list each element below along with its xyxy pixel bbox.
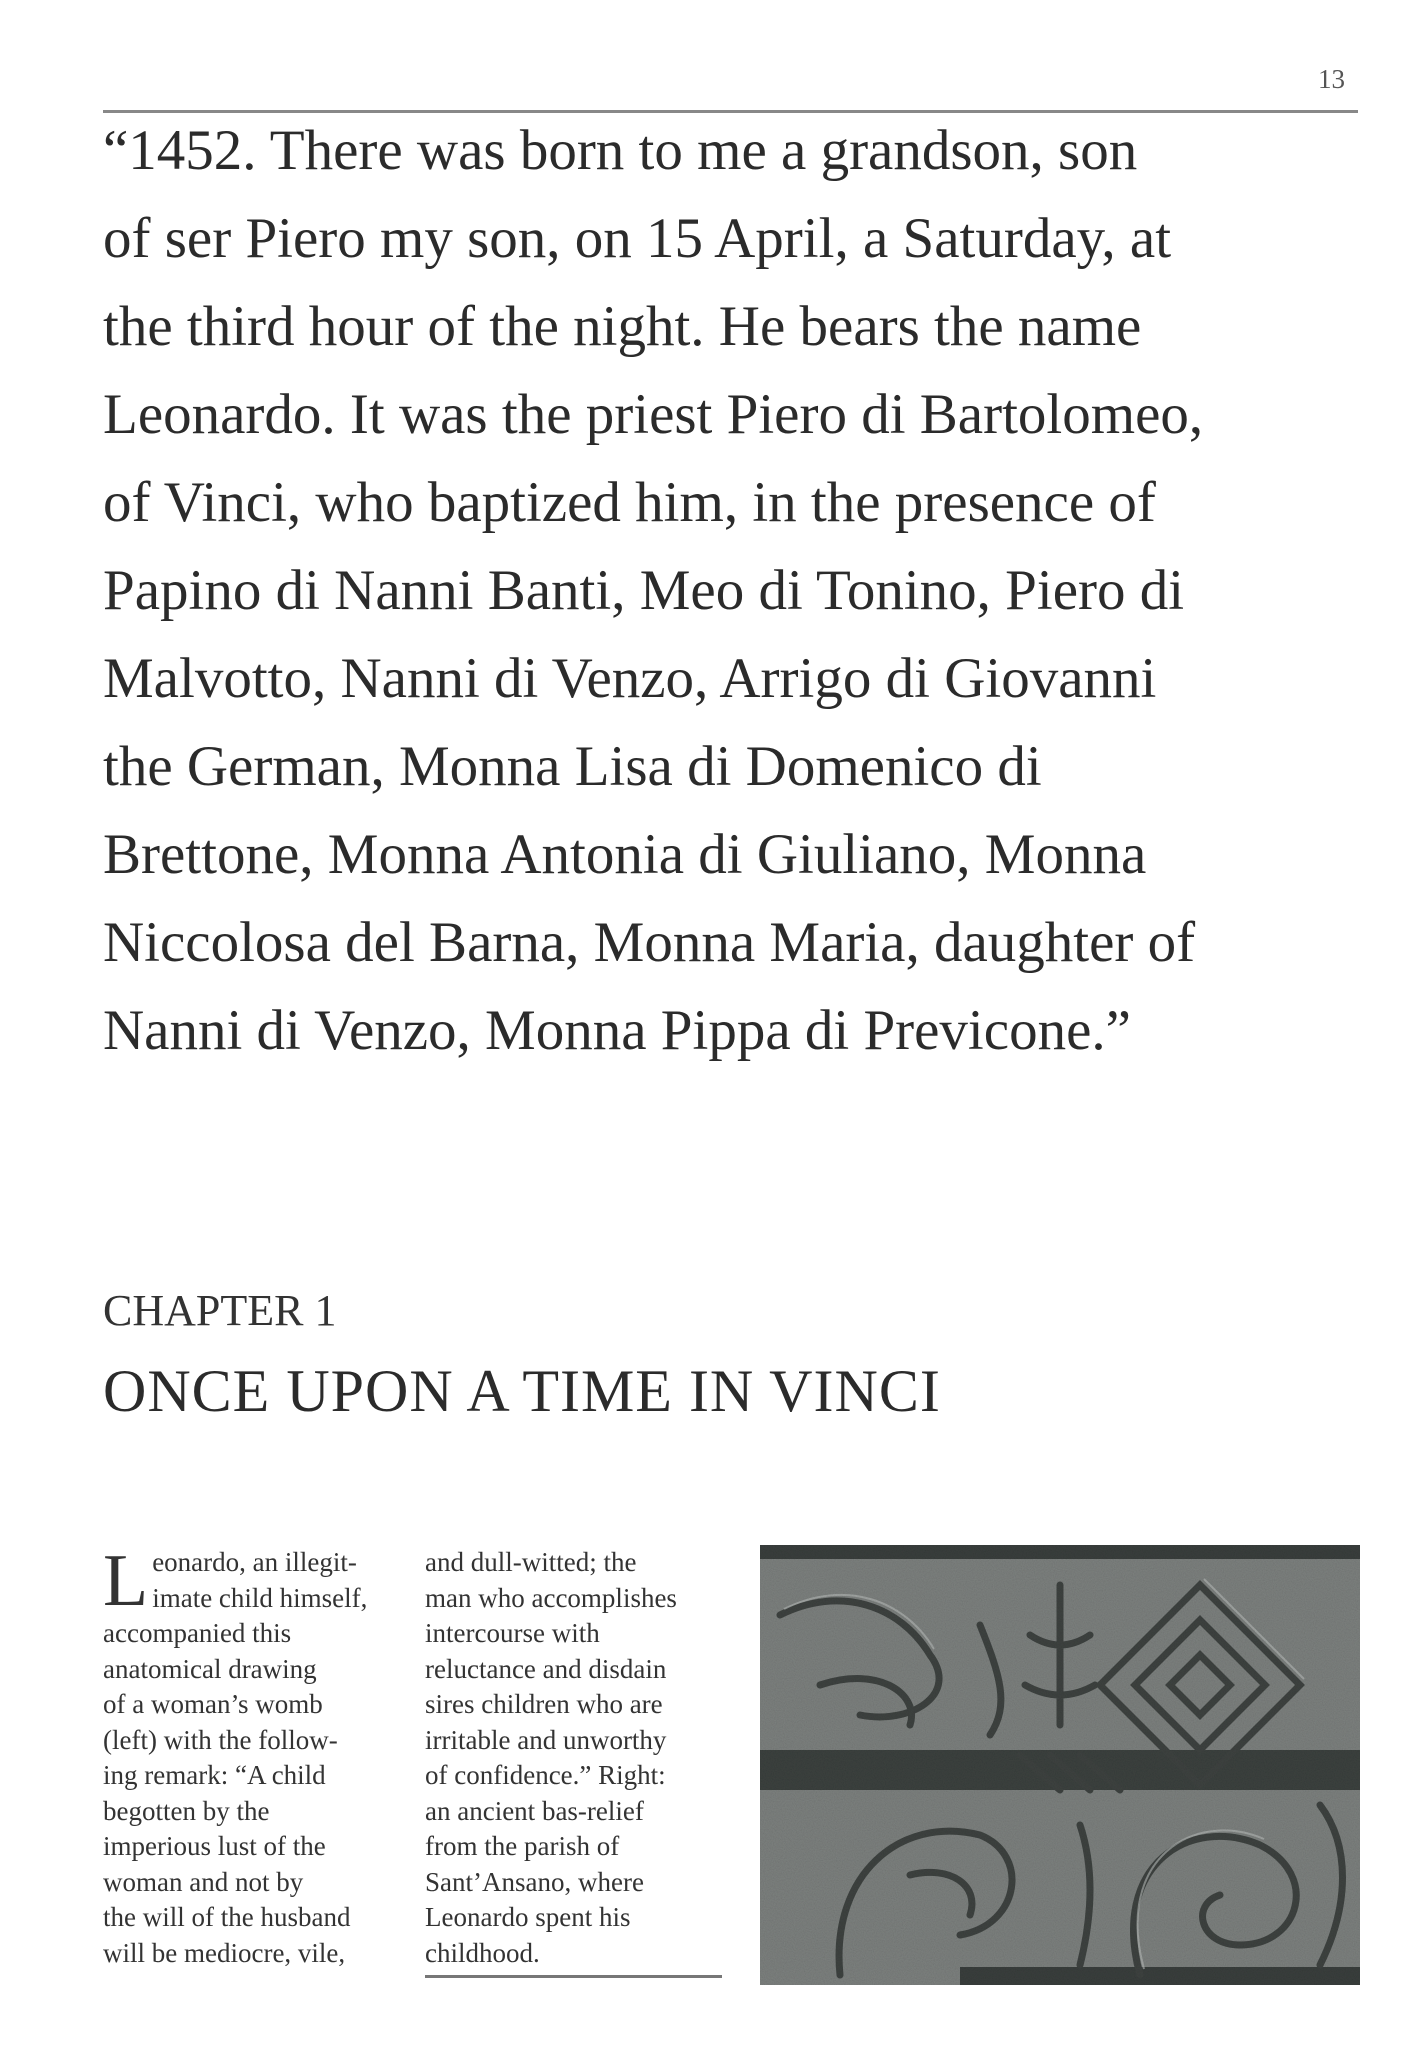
caption-line: Sant’Ansano, where (425, 1866, 644, 1897)
quote-line: Leonardo. It was the priest Piero di Bartolomeo, (103, 383, 1204, 446)
page-number: 13 (1318, 64, 1345, 94)
quote-line: Malvotto, Nanni di Venzo, Arrigo di Giovanni (103, 647, 1157, 710)
quote-line: the German, Monna Lisa di Domenico di (103, 735, 1042, 798)
caption-line: and dull-witted; the (425, 1547, 637, 1577)
caption-line: ing remark: “A child (103, 1760, 326, 1790)
caption-left (103, 1540, 368, 1971)
caption-line: childhood. (425, 1937, 540, 1968)
caption-line: of a woman’s womb (103, 1689, 323, 1719)
quote-line: Brettone, Monna Antonia di Giuliano, Monna (103, 823, 1147, 886)
caption-right (425, 1545, 677, 1971)
quote-line: “1452. There was born to me a grandson, son (103, 119, 1138, 182)
quote-line: of ser Piero my son, on 15 April, a Saturday, at (103, 207, 1172, 270)
caption-line: begotten by the (103, 1795, 270, 1826)
caption-line: intercourse with (425, 1618, 600, 1648)
bas-relief-photo (760, 1545, 1360, 1985)
caption-line: irritable and unworthy (425, 1724, 667, 1755)
caption-line: an ancient bas-relief (425, 1795, 644, 1826)
caption-line: woman and not by (103, 1866, 304, 1897)
caption-line: will be mediocre, vile, (103, 1937, 346, 1968)
header-rule (103, 110, 1358, 113)
caption-line: Leonardo spent his (425, 1902, 631, 1932)
caption-rule (425, 1975, 722, 1978)
chapter-title: ONCE UPON A TIME IN VINCI (103, 1358, 941, 1424)
quote-line: the third hour of the night. He bears the name (103, 295, 1142, 358)
chapter-label: CHAPTER 1 (103, 1286, 337, 1335)
quote-line: Niccolosa del Barna, Monna Maria, daughter of (103, 911, 1196, 974)
quote-line: Nanni di Venzo, Monna Pippa di Previcone.” (103, 999, 1131, 1062)
caption-line: (left) with the follow- (103, 1724, 338, 1755)
caption-line: from the parish of (425, 1831, 620, 1861)
quote-line: Papino di Nanni Banti, Meo di Tonino, Piero di (103, 559, 1185, 622)
caption-line: reluctance and disdain (425, 1653, 667, 1684)
quote-line: of Vinci, who baptized him, in the presence of (103, 471, 1156, 534)
caption-line: anatomical drawing (103, 1653, 317, 1684)
caption-line: accompanied this (103, 1618, 292, 1648)
caption-line: eonardo, an illegit- (152, 1547, 357, 1577)
caption-line: of confidence.” Right: (425, 1760, 666, 1790)
caption-line: the will of the husband (103, 1902, 351, 1932)
caption-line: man who accomplishes (425, 1582, 677, 1613)
caption-line: imate child himself, (152, 1582, 368, 1613)
caption-line: imperious lust of the (103, 1831, 326, 1861)
caption-line: sires children who are (425, 1689, 663, 1719)
drop-cap: L (103, 1540, 149, 1622)
